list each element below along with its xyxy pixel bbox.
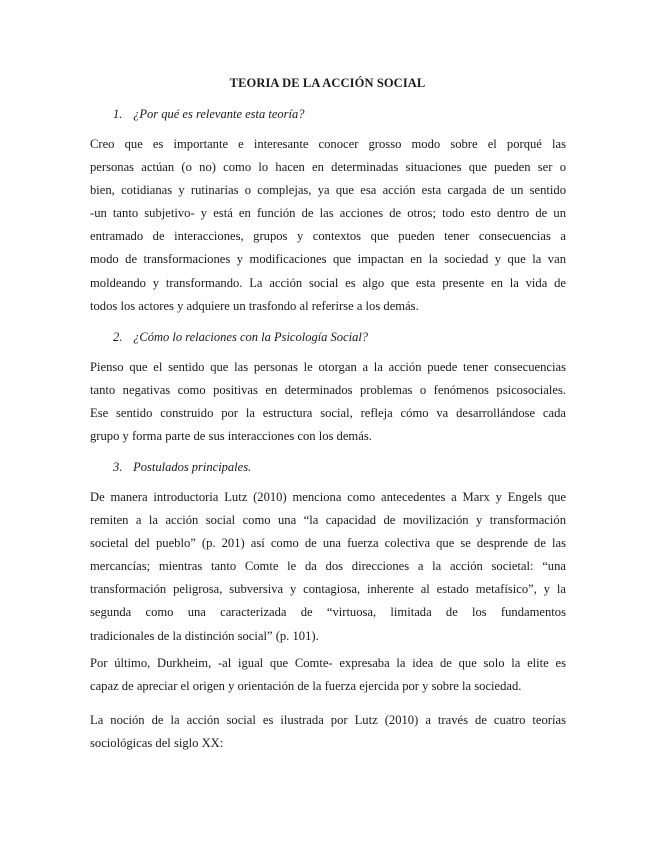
section-heading-text-1: ¿Por qué es relevante esta teoría? bbox=[133, 107, 305, 121]
section-heading-2 bbox=[113, 330, 368, 345]
document-title: TEORIA DE LA ACCIÓN SOCIAL bbox=[229, 76, 426, 90]
paragraph-line: Pienso que el sentido que las personas le otorgan a la acción puede tener consecuencias bbox=[90, 360, 566, 374]
section-number-2: 2. bbox=[113, 330, 123, 344]
paragraph-line: La noción de la acción social es ilustrada por Lutz (2010) a través de cuatro teorías bbox=[90, 713, 566, 727]
section-number-1: 1. bbox=[113, 107, 123, 121]
paragraph-line: societal del pueblo” (p. 201) así como de una fuerza colectiva que se desprende de las bbox=[90, 536, 566, 551]
paragraph-line: Por último, Durkheim, -al igual que Comte- expresaba la idea de que solo la elite es bbox=[90, 656, 566, 670]
section-heading-text-3: Postulados principales. bbox=[133, 460, 252, 474]
paragraph-line: entramado de interacciones, grupos y contextos que pueden tener consecuencias a bbox=[90, 229, 566, 244]
section-heading-3 bbox=[113, 460, 251, 475]
paragraph-line: transformación peligrosa, subversiva y contagiosa, inherente al estado metafísico”, y la bbox=[90, 582, 566, 597]
paragraph-line: capaz de apreciar el origen y orientación de la fuerza ejercida por y sobre la sociedad. bbox=[90, 679, 522, 694]
paragraph-line: De manera introductoria Lutz (2010) menciona como antecedentes a Marx y Engels que bbox=[90, 490, 566, 504]
paragraph-5 bbox=[90, 709, 566, 755]
paragraph-2 bbox=[90, 356, 566, 448]
paragraph-line: grupo y forma parte de sus interacciones con los demás. bbox=[90, 429, 372, 444]
paragraph-line: personas actúan (o no) como lo hacen en determinadas situaciones que pueden ser o bbox=[90, 160, 566, 175]
paragraph-3 bbox=[90, 486, 566, 648]
paragraph-line: segunda como una caracterizada de “virtuosa, limitada de los fundamentos bbox=[90, 605, 566, 620]
paragraph-line: tradicionales de la distinción social” (p. 101). bbox=[90, 628, 319, 643]
paragraph-4 bbox=[90, 652, 566, 698]
paragraph-line: bien, cotidianas y rutinarias o complejas, ya que esa acción esta cargada de un sentido bbox=[90, 183, 566, 198]
paragraph-line: remiten a la acción social como una “la capacidad de movilización y transformación bbox=[90, 513, 566, 528]
section-heading-text-2: ¿Cómo lo relaciones con la Psicología Social? bbox=[133, 330, 369, 344]
paragraph-line: todos los actores y adquiere un trasfondo al referirse a los demás. bbox=[90, 298, 419, 313]
paragraph-1 bbox=[90, 133, 566, 318]
paragraph-line: -un tanto subjetivo- y está en función de las acciones de otros; todo esto dentro de un bbox=[90, 206, 566, 221]
paragraph-line: Creo que es importante e interesante conocer grosso modo sobre el porqué las bbox=[90, 137, 566, 151]
paragraph-line: modo de transformaciones y modificaciones que impactan en la sociedad y que la van bbox=[90, 252, 566, 267]
paragraph-line: tanto negativas como positivas en determinados problemas o fenómenos psicosociales. bbox=[90, 383, 566, 398]
paragraph-line: sociológicas del siglo XX: bbox=[90, 736, 224, 751]
section-number-3: 3. bbox=[113, 460, 123, 474]
paragraph-line: Ese sentido construido por la estructura social, refleja cómo va desarrollándose cada bbox=[90, 406, 566, 421]
section-heading-1 bbox=[113, 107, 305, 122]
paragraph-line: moldeando y transformando. La acción social es algo que esta presente en la vida de bbox=[90, 275, 566, 290]
paragraph-line: mercancías; mientras tanto Comte le da dos direcciones a la acción societal: “una bbox=[90, 559, 566, 574]
